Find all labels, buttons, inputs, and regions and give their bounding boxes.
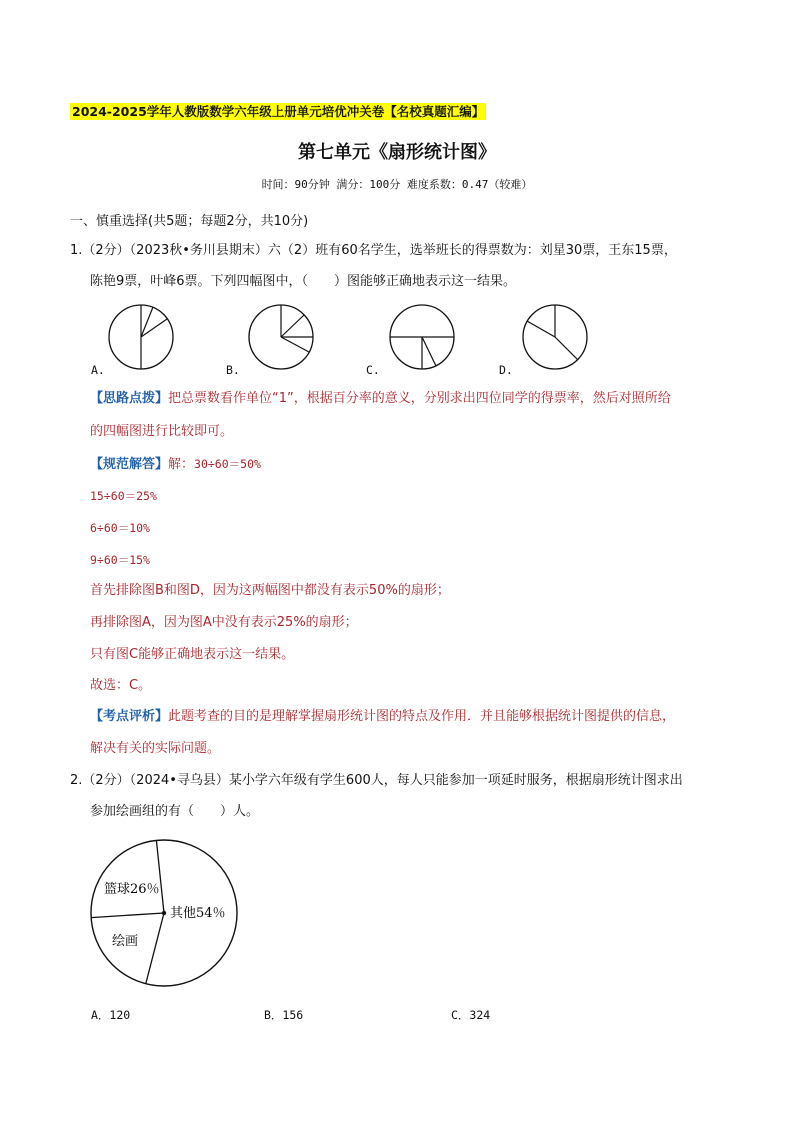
option-a-label: A. [91,363,105,377]
answer-lead: 解： [168,457,195,472]
calc-line-3: 6÷60＝10% [90,521,150,535]
page-title: 第七单元《扇形统计图》 [298,142,496,163]
pie-divider-top [156,840,164,913]
pie-divider-bottom [146,913,164,984]
pie-option-a [109,305,173,369]
section-heading: 一、慎重选择(共5题；每题2分，共10分) [70,214,309,229]
pie-option-c [390,305,454,369]
q1-text-line2: 陈艳9票，叶峰6票。下列四幅图中，（ ）图能够正确地表示这一结果。 [90,274,517,289]
pie-divider-left [91,913,164,918]
explain-line-2: 再排除图A，因为图A中没有表示25%的扇形； [90,615,358,630]
option-c-label: C. [366,363,380,377]
eval-text: 此题考查的目的是理解掌握扇形统计图的特点及作用．并且能够根据统计图提供的信息， [168,709,676,724]
hint-tag: 【思路点拨】 [90,391,169,406]
explain-line-4: 故选：C。 [90,678,152,693]
answer-tag: 【规范解答】 [90,457,169,472]
pie-option-d [523,305,587,369]
option-d-label: D. [499,363,513,377]
eval-line1 [90,707,675,727]
calc-line-2: 15÷60＝25% [90,489,157,503]
pie-center [162,911,166,915]
hint-text: 把总票数看作单位“1”，根据百分率的意义，分别求出四位同学的得票率，然后对照所给 [168,391,671,406]
q2-text-line2: 参加绘画组的有（ ）人。 [90,804,260,819]
calc-line-1: 30÷60＝50% [194,457,261,471]
eval-tag: 【考点评析】 [90,709,169,724]
option-b-label: B. [226,363,240,377]
explain-line-3: 只有图C能够正确地表示这一结果。 [90,647,295,662]
calc-line-4: 9÷60＝15% [90,553,150,567]
q2-pie-chart [80,834,320,994]
pie-option-b [249,305,313,369]
explain-line-1: 首先排除图B和图D，因为这两幅图中都没有表示50%的扇形； [90,583,450,598]
hint-line1 [90,389,671,409]
header-banner: 2024-2025学年人教版数学六年级上册单元培优冲关卷【名校真题汇编】 [72,104,485,119]
exam-meta: 时间：90分钟 满分：100分 难度系数：0.47（较难） [261,178,533,191]
hint-line2: 的四幅图进行比较即可。 [90,424,234,439]
q1-text-line1: 1.（2分）（2023秋•务川县期末）六（2）班有60名学生，选举班长的得票数为：刘星30票，王东15票， [70,243,677,258]
eval-line2: 解决有关的实际问题。 [90,741,221,756]
answer-line [90,454,261,475]
q2-option-c: C．324 [451,1008,491,1022]
q2-option-b: B．156 [264,1008,304,1022]
q2-text-line1: 2.（2分）（2024•寻乌县）某小学六年级有学生600人，每人只能参加一项延时服务，根据扇形统计图求出 [70,773,683,788]
label-painting: 绘画 [112,934,139,949]
q2-option-a: A．120 [91,1008,131,1022]
label-basketball: 篮球26％ [104,882,160,897]
label-other: 其他54％ [170,906,226,921]
